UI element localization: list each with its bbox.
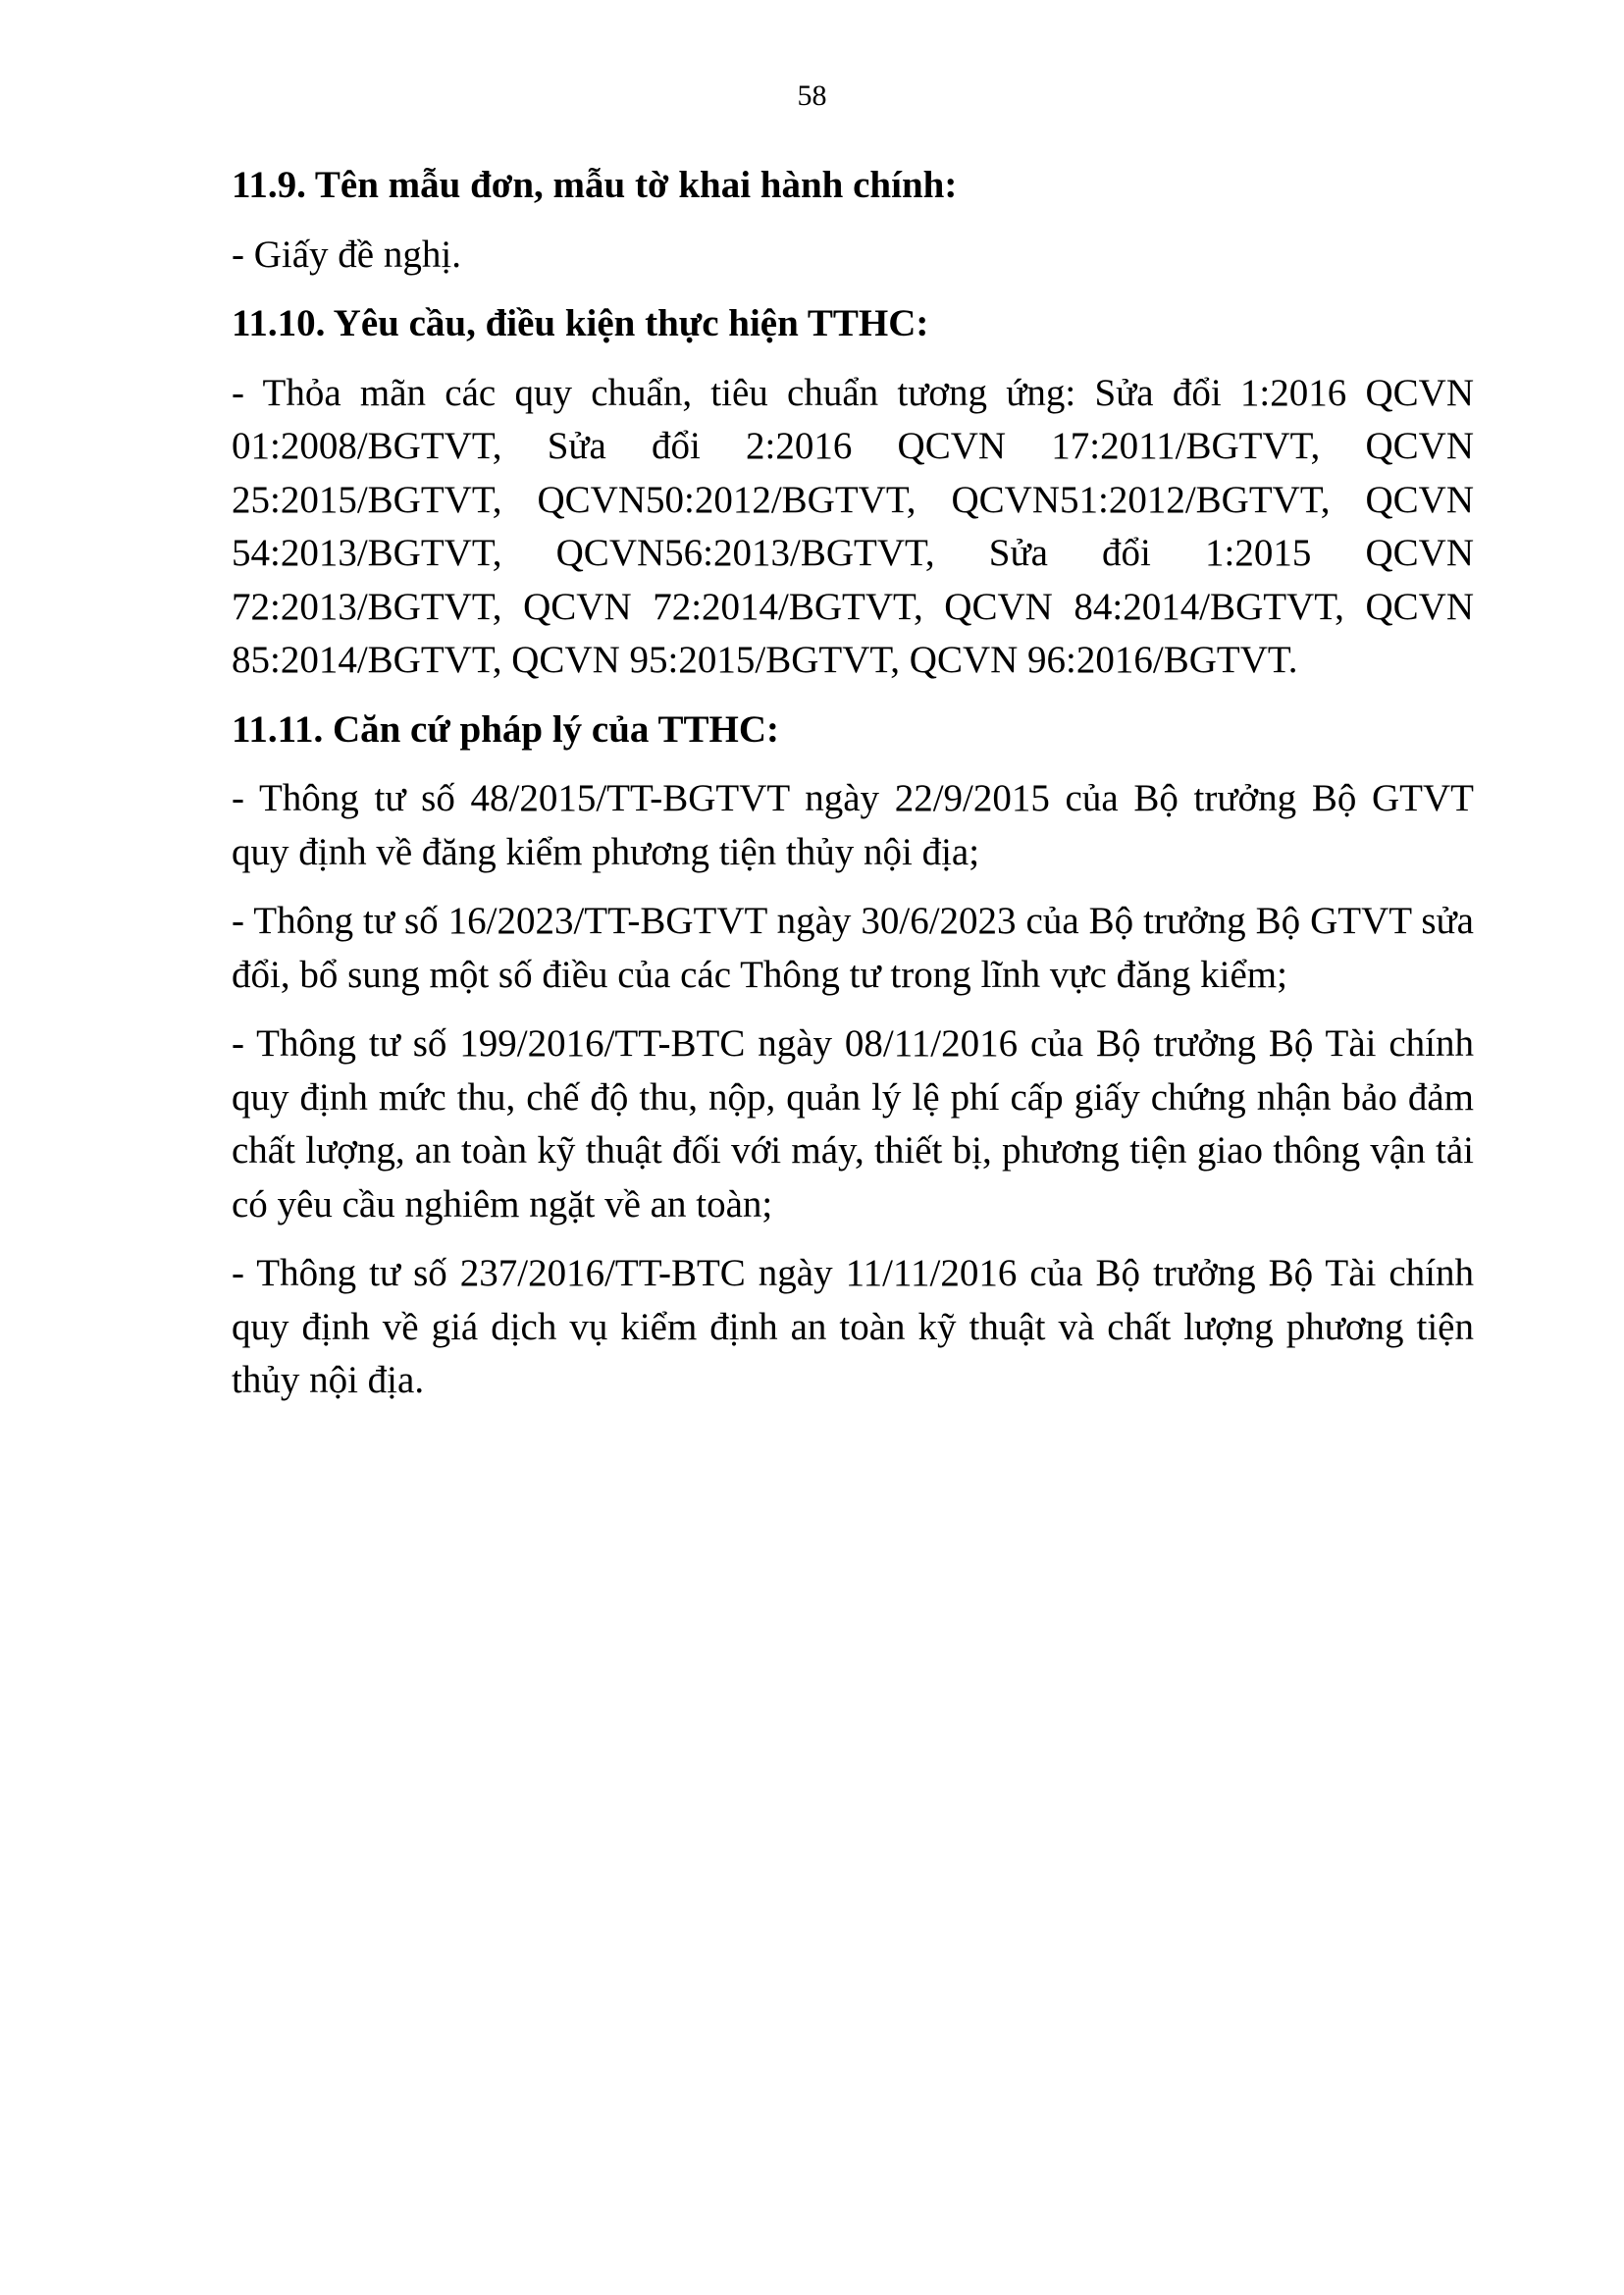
requirements-line: - Thỏa mãn các quy chuẩn, tiêu chuẩn tương ứng: Sửa đổi 1:2016 QCVN xyxy=(232,371,1474,414)
requirements-line: 85:2014/BGTVT, QCVN 95:2015/BGTVT, QCVN 96:2016/BGTVT. xyxy=(232,639,1298,681)
section-11-9-heading: 11.9. Tên mẫu đơn, mẫu tờ khai hành chính: xyxy=(232,164,958,206)
requirements-line: 25:2015/BGTVT, QCVN50:2012/BGTVT, QCVN51:2012/BGTVT, QCVN xyxy=(232,478,1474,521)
legal-basis-item: - Thông tư số 199/2016/TT-BTC ngày 08/11/2016 của Bộ trưởng Bộ Tài chính quy định mức thu, chế độ thu, nộp, quản lý lệ phí cấp giấy chứng nhận bảo đảm chất lượng, an toàn kỹ thuật đối với máy, thiết bị, phương tiện giao thông vận tải có yêu cầu nghiêm ngặt về an toàn; xyxy=(232,1022,1474,1226)
requirements-line: 54:2013/BGTVT, QCVN56:2013/BGTVT, Sửa đổi 1:2015 QCVN xyxy=(232,532,1474,574)
document-body xyxy=(232,159,1474,1424)
requirements-line: 72:2013/BGTVT, QCVN 72:2014/BGTVT, QCVN 84:2014/BGTVT, QCVN xyxy=(232,585,1474,628)
page-number: 58 xyxy=(797,79,827,112)
legal-basis-item: - Thông tư số 48/2015/TT-BGTVT ngày 22/9/2015 của Bộ trưởng Bộ GTVT quy định về đăng kiểm phương tiện thủy nội địa; xyxy=(232,777,1474,873)
requirements-line: 01:2008/BGTVT, Sửa đổi 2:2016 QCVN 17:2011/BGTVT, QCVN xyxy=(232,425,1474,467)
section-11-11-heading: 11.11. Căn cứ pháp lý của TTHC: xyxy=(232,707,779,751)
section-11-9-item: - Giấy đề nghị. xyxy=(232,233,461,276)
section-11-10-requirements xyxy=(232,367,1474,688)
legal-basis-item: - Thông tư số 237/2016/TT-BTC ngày 11/11/2016 của Bộ trưởng Bộ Tài chính quy định về giá dịch vụ kiểm định an toàn kỹ thuật và chất lượng phương tiện thủy nội địa. xyxy=(232,1252,1474,1401)
legal-basis-item: - Thông tư số 16/2023/TT-BGTVT ngày 30/6/2023 của Bộ trưởng Bộ GTVT sửa đổi, bổ sung một số điều của các Thông tư trong lĩnh vực đăng kiểm; xyxy=(232,900,1474,996)
section-11-10-heading: 11.10. Yêu cầu, điều kiện thực hiện TTHC: xyxy=(232,302,929,344)
